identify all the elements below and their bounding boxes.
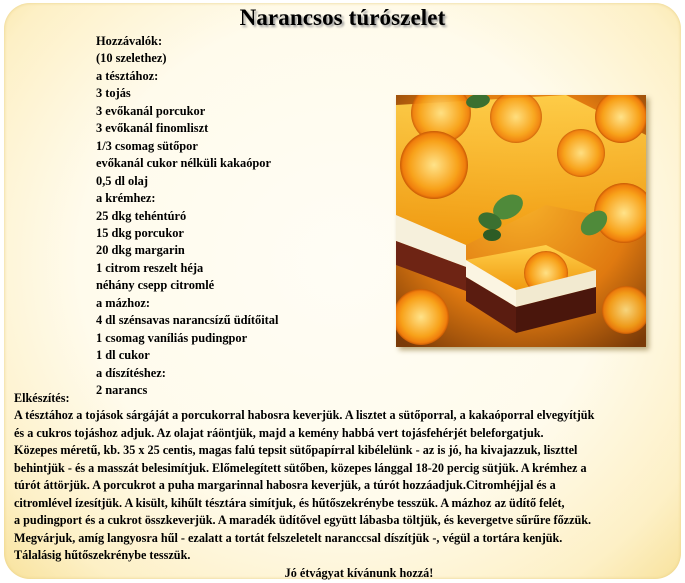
method-line: túrót áttörjük. A porcukrot a puha margarinnal habosra keverjük, a túrót hozzáadjuk.Citromhéjjal és a — [14, 478, 556, 493]
method-line: Közepes méretű, kb. 35 x 25 centis, magas falú tepsit sütőpapírral kibélelünk - az is jó, ha kivajazzuk, liszttel — [14, 443, 578, 458]
method-heading: Elkészítés: — [14, 391, 70, 405]
method-line: Tálalásig hűtőszekrénybe tesszük. — [14, 548, 191, 563]
ingredients-heading: Hozzávalók: — [96, 34, 163, 48]
method-line: és a cukros tojáshoz adjuk. Az olajat ráöntjük, majd a kemény habbá vert tojásfehérjét beleforgatjuk. — [14, 425, 544, 440]
ingredient-line: 1 citrom reszelt héja — [96, 260, 204, 275]
ingredient-line: 3 tojás — [96, 86, 131, 101]
method-line: behintjük - és a masszát belesimítjuk. Előmelegített sütőben, közepes lánggal 18-20 percig sütjük. A krémhez a — [14, 460, 587, 475]
ingredient-line: 1 dl cukor — [96, 348, 150, 363]
method-line: Megvárjuk, amíg langyosra hűl - ezalatt a tortát felszeletelt naranccsal díszítjük -, végül a tortára kenjük. — [14, 530, 563, 545]
ingredients-list — [96, 33, 396, 400]
page-title: Narancsos túrószelet — [239, 5, 446, 30]
ingredient-line: 1/3 csomag sütőpor — [96, 138, 198, 153]
ingredient-line: a díszítéshez: — [96, 365, 166, 380]
ingredient-line: a krémhez: — [96, 191, 156, 206]
ingredient-line: evőkanál cukor nélküli kakaópor — [96, 156, 272, 171]
ingredient-line: 2 narancs — [96, 383, 148, 398]
ingredient-line: 3 evőkanál finomliszt — [96, 121, 209, 136]
ingredient-line: 0,5 dl olaj — [96, 173, 148, 188]
method-line: a pudingport és a cukrot összkeverjük. A maradék üdítővel együtt lábasba töltjük, és kevergetve sűrűre főzzük. — [14, 513, 592, 528]
ingredient-line: 1 csomag vaníliás pudingpor — [96, 330, 248, 345]
ingredient-line: 4 dl szénsavas narancsízű üdítőital — [96, 313, 279, 328]
method-line: citromlével ízesítjük. A kisült, kihűlt tésztára simítjuk, és hűtőszekrénybe tesszük. A mázhoz az üdítő felét, — [14, 495, 565, 510]
ingredient-line: 3 evőkanál porcukor — [96, 103, 206, 118]
ingredient-line: 15 dkg porcukor — [96, 225, 184, 240]
cake-photo — [396, 95, 646, 347]
ingredient-line: 25 dkg tehéntúró — [96, 208, 187, 223]
ingredient-line: néhány csepp citromlé — [96, 278, 215, 293]
ingredient-line: (10 szelethez) — [96, 51, 167, 66]
method-line: A tésztához a tojások sárgáját a porcukorral habosra keverjük. A lisztet a sütőporral, a kakaóporral elvegyítjük — [14, 408, 595, 423]
ingredient-line: a mázhoz: — [96, 295, 151, 310]
ingredient-line: 20 dkg margarin — [96, 243, 185, 258]
closing-line: Jó étvágyat kívánunk hozzá! — [284, 565, 434, 580]
ingredient-line: a tésztához: — [96, 68, 159, 83]
method-text — [14, 390, 674, 582]
